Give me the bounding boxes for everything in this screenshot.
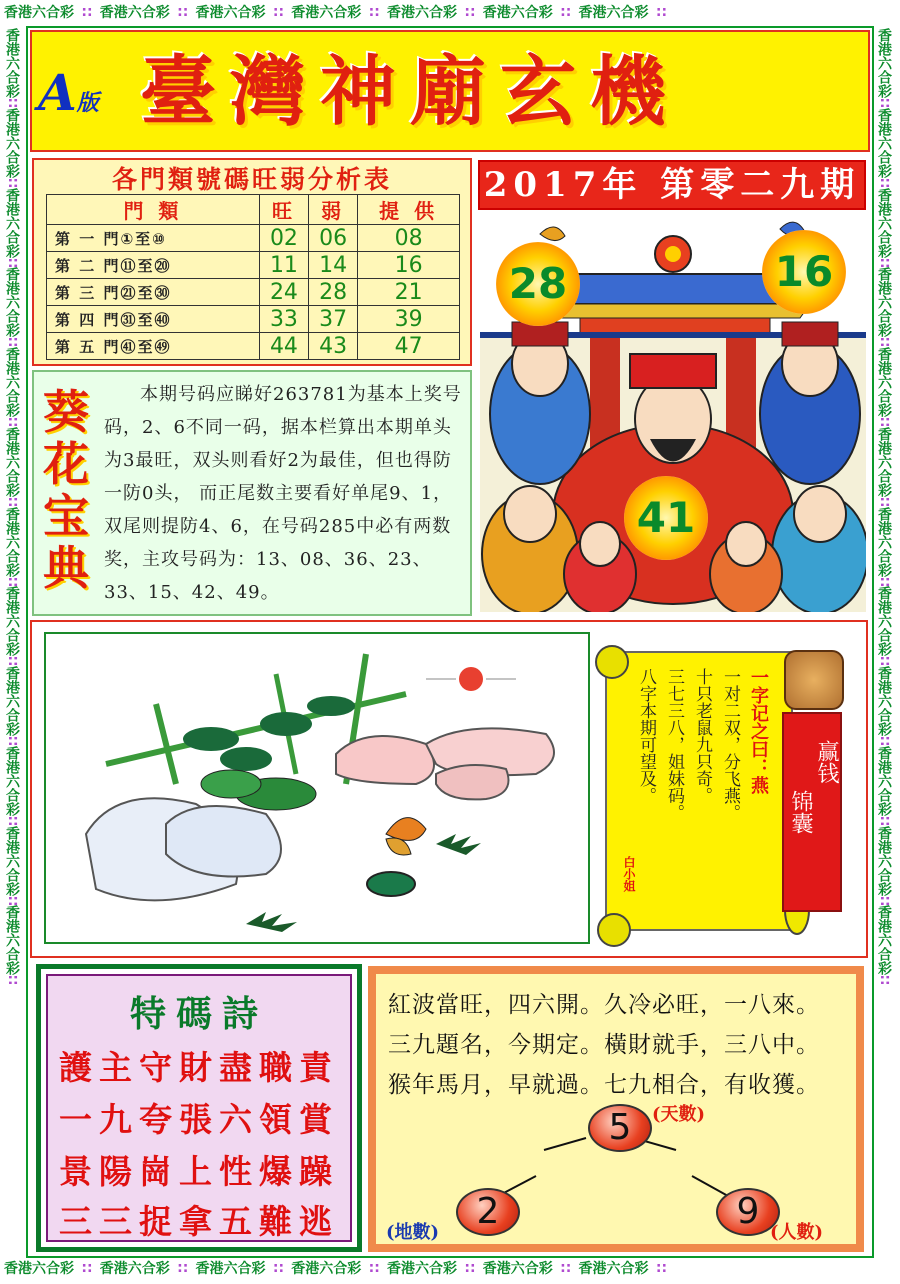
border-dots-icon: ∷ [656,5,667,21]
border-dots-icon: ∷ [876,975,892,985]
border-text: 香港六合彩 [482,5,553,21]
border-text: 香港六合彩 [482,1261,553,1277]
tigong-cell: 08 [358,225,460,252]
sky-number-label: (天數) [652,1104,706,1125]
poem-line: 三三捉拿五難逃 [59,1202,339,1241]
border-text: 香港六合彩 [4,267,20,338]
wang-cell: 33 [259,306,308,333]
border-dots-icon: ∷ [82,1261,92,1277]
temple-painting [480,214,866,612]
bag-knot-icon [784,650,844,710]
bag-label-2: 锦囊 [788,790,813,834]
scroll-line-1: 一对二双，分飞燕。 [720,668,740,821]
border-dots-icon: ∷ [4,98,20,108]
column-header: 門 類 [47,195,260,225]
border-dots-icon: ∷ [4,736,20,746]
border-text: 香港六合彩 [4,1261,74,1277]
frame-line [26,26,28,1258]
border-dots-icon: ∷ [273,1261,284,1277]
border-text: 香港六合彩 [195,5,266,21]
border-dots-icon: ∷ [369,5,379,21]
wang-cell: 44 [259,333,308,360]
tigong-cell: 39 [358,306,460,333]
border-dots-icon: ∷ [4,895,20,906]
border-dots-icon: ∷ [876,417,892,427]
border-text: 香港六合彩 [4,107,20,178]
issue-banner: 2017年 第零二九期 [478,160,866,210]
border-text: 香港六合彩 [4,666,20,736]
poem-line: 護主守財盡職責 [59,1048,339,1087]
table-row [47,279,460,306]
tigong-cell: 16 [358,252,460,279]
border-text: 香港六合彩 [4,745,20,816]
table-header-row [47,195,460,225]
top-border-strip [0,2,900,26]
border-text: 香港六合彩 [291,5,362,21]
poem-line: 一九夸張六領賞 [59,1100,339,1139]
border-dots-icon: ∷ [876,815,892,826]
border-text: 香港六合彩 [4,905,20,976]
border-text: 香港六合彩 [291,1261,362,1277]
page-title: 臺灣神廟玄機 [140,47,680,136]
border-dots-icon: ∷ [4,975,20,985]
scroll-line-3: 三七三八，姐妹码。 [664,668,684,821]
scroll-line-2: 十只老鼠九只奇。 [692,668,712,804]
wang-cell: 11 [259,252,308,279]
border-dots-icon: ∷ [876,576,892,587]
border-text: 香港六合彩 [876,28,892,98]
border-dots-icon: ∷ [4,815,20,826]
wang-cell: 24 [259,279,308,306]
ruo-cell: 14 [309,252,358,279]
number-ball-left: 28 [496,242,580,326]
ruo-cell: 37 [309,306,358,333]
number-ball-right: 16 [762,230,846,314]
right-border-strip [874,28,898,1256]
border-text: 香港六合彩 [876,267,892,338]
border-dots-icon: ∷ [4,656,20,666]
earth-number-label: (地數) [386,1222,440,1243]
poem-line: 景陽崗上性爆躁 [59,1152,339,1191]
border-text: 香港六合彩 [387,5,457,21]
earth-number-ball: 2 [456,1188,520,1236]
edition-badge: A版 [38,63,99,122]
category-cell: 第 一 門①至⑩ [47,225,260,252]
border-text: 香港六合彩 [4,586,20,657]
verse-line: 三九題名，今期定。橫財就手，三八中。 [388,1032,820,1058]
border-text: 香港六合彩 [876,666,892,736]
human-number-ball: 9 [716,1188,780,1236]
number-ball-center: 41 [624,476,708,560]
ruo-cell: 06 [309,225,358,252]
border-dots-icon: ∷ [876,656,892,666]
nature-illustration [44,632,590,944]
border-text: 香港六合彩 [876,187,892,258]
category-cell: 第 四 門㉛至㊵ [47,306,260,333]
table-row [47,333,460,360]
category-cell: 第 二 門⑪至⑳ [47,252,260,279]
border-text: 香港六合彩 [4,426,20,497]
ruo-cell: 43 [309,333,358,360]
border-text: 香港六合彩 [876,426,892,497]
scroll-signature: 白小姐 [622,856,636,892]
category-cell: 第 三 門㉑至㉚ [47,279,260,306]
border-dots-icon: ∷ [82,5,92,21]
border-dots-icon: ∷ [876,257,892,268]
border-text: 香港六合彩 [387,1261,457,1277]
column-header: 弱 [309,195,358,225]
border-text: 香港六合彩 [578,5,649,21]
border-dots-icon: ∷ [4,257,20,268]
poem-title: 特碼詩 [129,993,268,1035]
category-cell: 第 五 門㊶至㊾ [47,333,260,360]
table-row [47,225,460,252]
border-dots-icon: ∷ [4,496,20,507]
border-text: 香港六合彩 [876,586,892,657]
tigong-cell: 47 [358,333,460,360]
border-text: 香港六合彩 [4,5,74,21]
analysis-table-title: 各門類號碼旺弱分析表 [111,165,392,194]
border-dots-icon: ∷ [876,895,892,906]
border-text: 香港六合彩 [578,1261,649,1277]
border-text: 香港六合彩 [4,506,20,577]
wang-cell: 02 [259,225,308,252]
sunflower-text: 本期号码应睇好263781为基本上奖号码，2、6不同一码，据本栏算出本期单头为3最旺，双头则看好2为最佳，但也得防一防0头， 而正尾数主要看好单尾9、1，双尾则提防4、6，在号码285中必有两数奖，主攻号码为：13、08、36、23、33、15、42、49。 [104,384,462,603]
verse-line: 猴年馬月，早就過。七九相合，有收獲。 [388,1072,820,1098]
border-text: 香港六合彩 [876,506,892,577]
border-dots-icon: ∷ [560,1261,571,1277]
sky-number-ball: 5 [588,1104,652,1152]
border-dots-icon: ∷ [369,1261,379,1277]
border-text: 香港六合彩 [876,825,892,896]
nature-drawing [46,634,588,942]
border-dots-icon: ∷ [177,1261,188,1277]
border-dots-icon: ∷ [876,337,892,347]
border-text: 香港六合彩 [876,905,892,976]
border-text: 香港六合彩 [4,28,20,98]
border-dots-icon: ∷ [177,5,188,21]
border-text: 香港六合彩 [876,745,892,816]
border-text: 香港六合彩 [99,1261,170,1277]
column-header: 提 供 [358,195,460,225]
sunflower-title: 葵花宝典 [43,385,89,595]
border-text: 香港六合彩 [4,825,20,896]
scroll-heading: 一字记之曰：燕 [748,668,769,794]
bag-label-1: 赢钱 [814,740,839,784]
frame-line [26,1256,874,1258]
border-dots-icon: ∷ [465,1261,475,1277]
border-dots-icon: ∷ [273,5,284,21]
border-dots-icon: ∷ [876,736,892,746]
bottom-border-strip [0,1258,900,1282]
border-dots-icon: ∷ [4,337,20,347]
border-dots-icon: ∷ [560,5,571,21]
border-text: 香港六合彩 [195,1261,266,1277]
border-text: 香港六合彩 [4,347,20,417]
border-text: 香港六合彩 [876,107,892,178]
scroll-line-4: 八字本期可望及。 [636,668,656,804]
border-text: 香港六合彩 [876,347,892,417]
analysis-table [46,194,460,360]
border-dots-icon: ∷ [876,98,892,108]
border-dots-icon: ∷ [656,1261,667,1277]
border-dots-icon: ∷ [876,177,892,188]
ruo-cell: 28 [309,279,358,306]
border-text: 香港六合彩 [99,5,170,21]
border-dots-icon: ∷ [4,417,20,427]
border-dots-icon: ∷ [876,496,892,507]
table-row [47,306,460,333]
border-dots-icon: ∷ [4,576,20,587]
left-border-strip [2,28,26,1256]
border-dots-icon: ∷ [465,5,475,21]
border-dots-icon: ∷ [4,177,20,188]
frame-line [26,26,874,28]
frame-line [872,26,874,1258]
border-text: 香港六合彩 [4,187,20,258]
table-row [47,252,460,279]
tigong-cell: 21 [358,279,460,306]
verse-line: 紅波當旺，四六開。久冷必旺，一八來。 [388,992,820,1018]
column-header: 旺 [259,195,308,225]
human-number-label: (人數) [770,1222,824,1243]
